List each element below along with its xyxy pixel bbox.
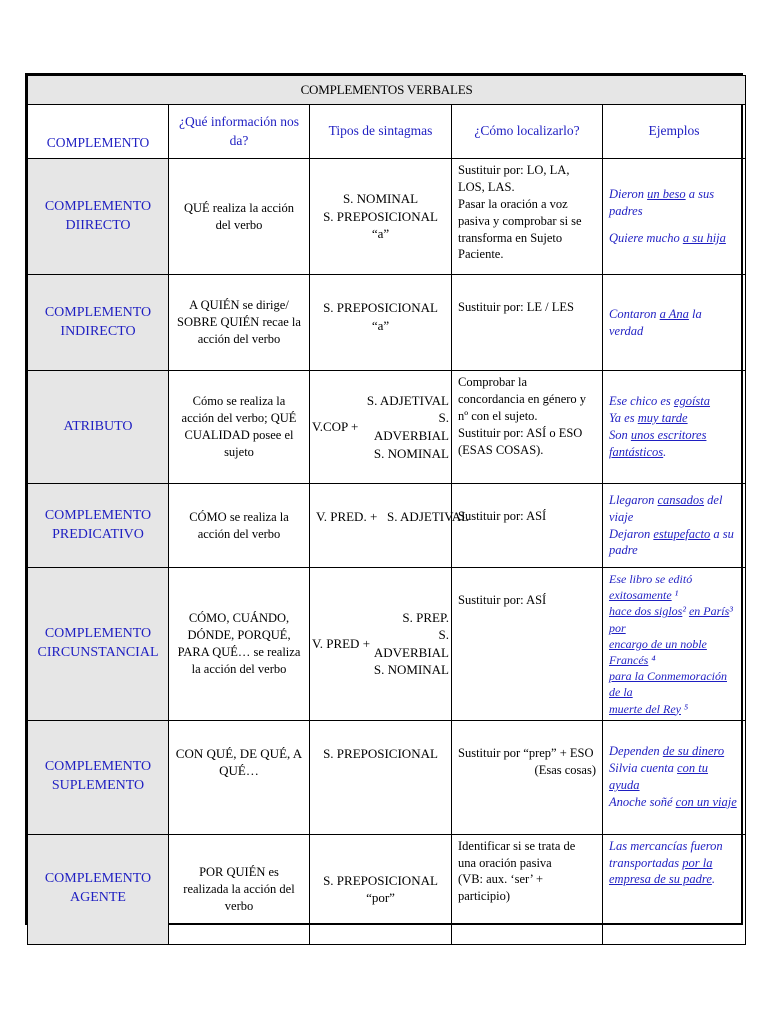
ejemplo-line (609, 636, 739, 668)
table-row (28, 834, 746, 944)
como-cell (452, 568, 603, 721)
complemento-cell (28, 159, 169, 275)
ejemplo-line (609, 571, 739, 603)
ejemplo-underlined: por la empresa de su padre (609, 855, 713, 887)
como-text: Sustituir por: LE / LES (458, 300, 574, 314)
complemento-label: COMPLEMENTO (44, 304, 152, 320)
ejemplo-text: . (711, 872, 715, 887)
ejemplo-text: Son (609, 428, 631, 442)
ejemplo-line (609, 230, 739, 247)
tipo-sintagma: S. PREPOSICIONAL “por” (323, 872, 438, 906)
complemento-cell (28, 834, 169, 944)
ejemplo-text: Dieron (609, 187, 648, 202)
tipos-cell (310, 568, 452, 721)
tipo-sintagma: S. ADVERBIAL (373, 410, 449, 443)
ejemplo-text: Anoche soñé (609, 795, 676, 810)
ejemplo-line (609, 603, 739, 635)
como-text: (VB: aux. ‘ser’ + participio) (458, 872, 544, 904)
tipo-sintagma: S. PREPOSICIONAL (323, 745, 438, 761)
header-tipos: Tipos de sintagmas (310, 105, 452, 159)
ejemplos-cell (603, 371, 746, 484)
table-row (28, 484, 746, 568)
ejemplo-text: Contaron (609, 306, 660, 321)
table-row (28, 371, 746, 484)
info-cell: CON QUÉ, DE QUÉ, A QUÉ… (169, 720, 310, 834)
ejemplos-cell (603, 834, 746, 944)
complemento-cell (28, 275, 169, 371)
ejemplo-line (609, 743, 739, 760)
ejemplo-underlined: estupefacto (653, 526, 711, 541)
ejemplo-line (609, 492, 739, 526)
header-row (28, 105, 746, 159)
tipo-sintagma: S. NOMINAL (342, 191, 419, 207)
tipo-sintagma: S. NOMINAL (373, 662, 449, 678)
complemento-label: INDIRECTO (60, 323, 136, 339)
como-cell (452, 159, 603, 275)
tipos-cell (310, 275, 452, 371)
complemento-cell (28, 720, 169, 834)
complemento-label: PREDICATIVO (52, 526, 144, 542)
como-cell (452, 371, 603, 484)
table-row (28, 568, 746, 721)
ejemplo-underlined: con un viaje (675, 795, 737, 810)
ejemplo-underlined: un beso (647, 187, 686, 202)
ejemplo-underlined: muy tarde (637, 411, 688, 426)
ejemplo-text: . (663, 444, 667, 459)
ejemplo-text: del viaje (609, 492, 723, 524)
complementos-table-container (25, 73, 743, 925)
como-text: Sustituir por “prep” + ESO (458, 745, 594, 760)
ejemplos-cell (603, 720, 746, 834)
ejemplo-line (609, 701, 739, 717)
complemento-label: AGENTE (70, 890, 126, 906)
complementos-table (27, 75, 746, 945)
info-cell: POR QUIÉN es realizada la acción del verbo (169, 834, 310, 944)
como-text: (Esas cosas) (534, 762, 596, 777)
complemento-cell (28, 568, 169, 721)
table-row (28, 720, 746, 834)
table-row (28, 159, 746, 275)
ejemplo-underlined: en París (688, 604, 730, 619)
ejemplo-underlined: muerte del Rey (609, 701, 681, 716)
table-title: COMPLEMENTOS VERBALES (28, 76, 746, 105)
complemento-label: COMPLEMENTO (44, 507, 152, 523)
tipos-cell (310, 720, 452, 834)
como-text: Comprobar la concordancia en género y nº con el sujeto. (458, 375, 587, 423)
ejemplo-text: Llegaron (609, 492, 658, 507)
ejemplo-underlined: unos escritores fantásticos (609, 428, 707, 459)
ejemplo-underlined: exitosamente (609, 588, 672, 603)
ejemplo-line (609, 526, 739, 560)
ejemplo-text: Ese chico es (609, 394, 674, 409)
tipo-sintagma: S. PREP. (402, 609, 449, 625)
tipo-sintagma: S. ADVERBIAL (373, 627, 449, 660)
table-row (28, 275, 746, 371)
ejemplo-text: Ya es (609, 411, 638, 426)
ejemplo-underlined: por (609, 620, 626, 635)
ejemplo-underlined: encargo de un noble Francés (609, 636, 707, 667)
ejemplo-text: Dependen (609, 744, 663, 759)
complemento-label: COMPLEMENTO (44, 198, 152, 214)
ejemplo-line (609, 760, 739, 794)
ejemplo-text: ¹ (671, 588, 679, 603)
tipos-cell (310, 159, 452, 275)
como-text: Identificar si se trata de una oración pasiva (458, 838, 576, 870)
header-como: ¿Cómo localizarlo? (452, 105, 603, 159)
ejemplo-line (609, 186, 739, 220)
ejemplo-underlined: para la Conmemoración de la (609, 669, 727, 700)
tipo-sintagma: S. PREPOSICIONAL “a” (323, 300, 438, 333)
como-text: Sustituir por: ASÍ (458, 593, 547, 607)
ejemplo-line (609, 838, 739, 889)
complemento-cell (28, 371, 169, 484)
complemento-label: COMPLEMENTO (44, 759, 152, 775)
ejemplo-underlined: a Ana (659, 306, 689, 321)
como-cell (452, 720, 603, 834)
tipos-cell (310, 371, 452, 484)
complemento-label: DIIRECTO (65, 217, 131, 233)
complemento-label: ATRIBUTO (63, 418, 133, 434)
como-text: Sustituir por: ASÍ o ESO (ESAS COSAS). (458, 425, 583, 457)
como-cell (452, 275, 603, 371)
ejemplo-text: Ese libro se editó (609, 572, 693, 586)
complemento-label: SUPLEMENTO (51, 778, 145, 794)
tipo-sintagma: S. NOMINAL (373, 445, 449, 461)
ejemplo-underlined: cansados (657, 492, 705, 507)
ejemplo-text: ² (682, 604, 689, 619)
complemento-label: COMPLEMENTO (44, 625, 152, 641)
header-ejemplos: Ejemplos (603, 105, 746, 159)
complemento-label: COMPLEMENTO (44, 871, 152, 887)
info-cell: A QUIÉN se dirige/ SOBRE QUIÉN recae la acción del verbo (169, 275, 310, 371)
ejemplo-line (609, 427, 739, 461)
ejemplo-line (609, 410, 739, 427)
tipo-lead: V. PRED + (312, 636, 371, 652)
ejemplo-text: Las mercancías fueron transportadas (609, 838, 723, 870)
complemento-label: CIRCUNSTANCIAL (37, 644, 159, 660)
tipo-sintagma: S. ADJETIVAL (366, 392, 449, 408)
ejemplo-line (609, 668, 739, 700)
ejemplo-line (609, 393, 739, 410)
ejemplos-cell (603, 568, 746, 721)
ejemplo-text: a sus padres (609, 187, 715, 219)
ejemplo-text: la verdad (609, 306, 702, 338)
ejemplo-text: Dejaron (609, 526, 654, 541)
tipos-cell: V. PRED. + S. ADJETIVAL (310, 484, 452, 568)
ejemplo-text: Quiere mucho (609, 230, 683, 245)
tipo-lead: V.COP + (312, 419, 359, 435)
como-text: Sustituir por: LO, LA, LOS, LAS. (458, 163, 570, 194)
info-cell: CÓMO, CUÁNDO, DÓNDE, PORQUÉ, PARA QUÉ… se realiza la acción del verbo (169, 568, 310, 721)
ejemplo-underlined: hace dos siglos (609, 604, 683, 619)
ejemplo-underlined: de su dinero (662, 744, 725, 759)
ejemplo-text: a su padre (609, 526, 734, 558)
ejemplos-cell (603, 159, 746, 275)
ejemplos-cell (603, 484, 746, 568)
ejemplo-text: ⁵ (680, 701, 689, 716)
ejemplos-cell (603, 275, 746, 371)
como-text: Sustituir por: ASÍ (458, 509, 547, 523)
ejemplo-text: ³ (729, 604, 733, 619)
tipos-cell (310, 834, 452, 944)
como-cell (452, 484, 603, 568)
complemento-cell (28, 484, 169, 568)
ejemplo-underlined: egoísta (673, 394, 711, 409)
ejemplo-underlined: a su hija (682, 230, 726, 245)
info-cell: Cómo se realiza la acción del verbo; QUÉ CUALIDAD posee el sujeto (169, 371, 310, 484)
ejemplo-underlined: con tu ayuda (609, 761, 708, 793)
info-cell: QUÉ realiza la acción del verbo (169, 159, 310, 275)
info-cell: CÓMO se realiza la acción del verbo (169, 484, 310, 568)
ejemplo-line (609, 306, 739, 340)
ejemplo-line (609, 794, 739, 811)
header-informacion: ¿Qué información nos da? (169, 105, 310, 159)
como-text: Pasar la oración a voz pasiva y comprobar si se transforma en Sujeto Paciente. (458, 196, 582, 262)
ejemplo-text: ⁴ (648, 652, 656, 667)
como-cell (452, 834, 603, 944)
ejemplo-text: Silvia cuenta (609, 761, 678, 776)
tipo-sintagma: S. PREPOSICIONAL “a” (323, 208, 438, 242)
header-complemento: COMPLEMENTO (28, 105, 169, 159)
title-row (28, 76, 746, 105)
